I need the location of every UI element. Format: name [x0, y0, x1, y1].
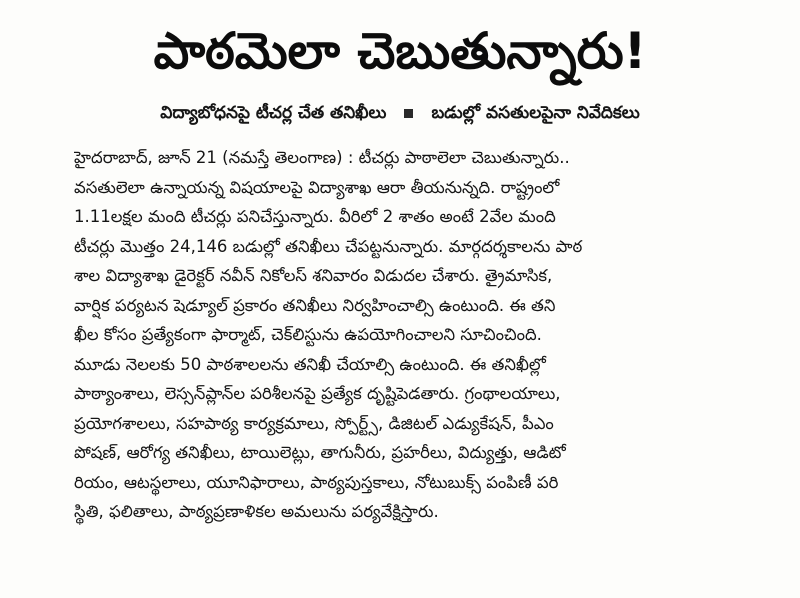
square-bullet-icon — [404, 109, 413, 118]
article-body-line: ప్రయోగశాలలు, సహపాఠ్య కార్యక్రమాలు, స్పోర్ట్స్, డిజిటల్ ఎడ్యుకేషన్, పీఎం — [74, 413, 554, 433]
article-body-line: 1.11లక్షల మంది టీచర్లు పనిచేస్తున్నారు. వీరిలో 2 శాతం అంటే 2వేల మంది — [74, 207, 556, 226]
subhead-inspections: విద్యాబోధనపై టీచర్ల చేత తనిఖీలు — [160, 103, 387, 123]
article-body-line: వసతులెలా ఉన్నాయన్న విషయాలపై విద్యాశాఖ ఆరా తీయనున్నది. రాష్ట్రంలో — [74, 177, 560, 197]
article-body-line: మూడు నెలలకు 50 పాఠశాలలను తనిఖీ చేయాల్సి ఉంటుంది. ఈ తనిఖీల్లో — [74, 354, 546, 374]
article-body-line: పోషణ్, ఆరోగ్య తనిఖీలు, టాయిలెట్లు, తాగునీరు, ప్రహరీలు, విద్యుత్తు, ఆడిటో — [74, 443, 566, 462]
article-body-line: శాల విద్యాశాఖ డైరెక్టర్ నవీన్ నికోలస్ శనివారం విడుదల చేశారు. త్రైమాసిక, — [74, 266, 553, 285]
article-subheads — [60, 100, 740, 126]
article-headline: పాఠమెలా చెబుతున్నారు! — [153, 22, 647, 80]
article-body-line: హైదరాబాద్, జూన్ 21 (నమస్తే తెలంగాణ) : టీచర్లు పాఠాలెలా చెబుతున్నారు.. — [74, 148, 570, 167]
article-body-line: ఖీల కోసం ప్రత్యేకంగా ఫార్మాట్, చెక్‌లిస్టును ఉపయోగించాలని సూచించింది. — [74, 325, 542, 344]
article-body-line: స్థితి, ఫలితాలు, పాఠ్యప్రణాళికల అమలును పర్యవేక్షిస్తారు. — [74, 502, 439, 521]
subhead-facilities-reports: బడుల్లో వసతులపైనా నివేదికలు — [431, 103, 640, 123]
article-body-line: పాఠ్యాంశాలు, లెస్సన్‌ప్లాన్‌ల పరిశీలనపై ప్రత్యేక దృష్టిపెడతారు. గ్రంథాలయాలు, — [74, 384, 561, 403]
article-body-line: రియం, ఆటస్థలాలు, యూనిఫారాలు, పాఠ్యపుస్తకాలు, నోటుబుక్స్ పంపిణీ పరి — [74, 472, 559, 492]
article-body-line: వార్షిక పర్యటన షెడ్యూల్ ప్రకారం తనిఖీలు నిర్వహించాల్సి ఉంటుంది. ఈ తని — [74, 295, 556, 315]
article-body — [74, 143, 754, 527]
article-body-line: టీచర్లు మొత్తం 24,146 బడుల్లో తనిఖీలు చేపట్టనున్నారు. మార్గదర్శకాలను పాఠ — [74, 236, 583, 256]
